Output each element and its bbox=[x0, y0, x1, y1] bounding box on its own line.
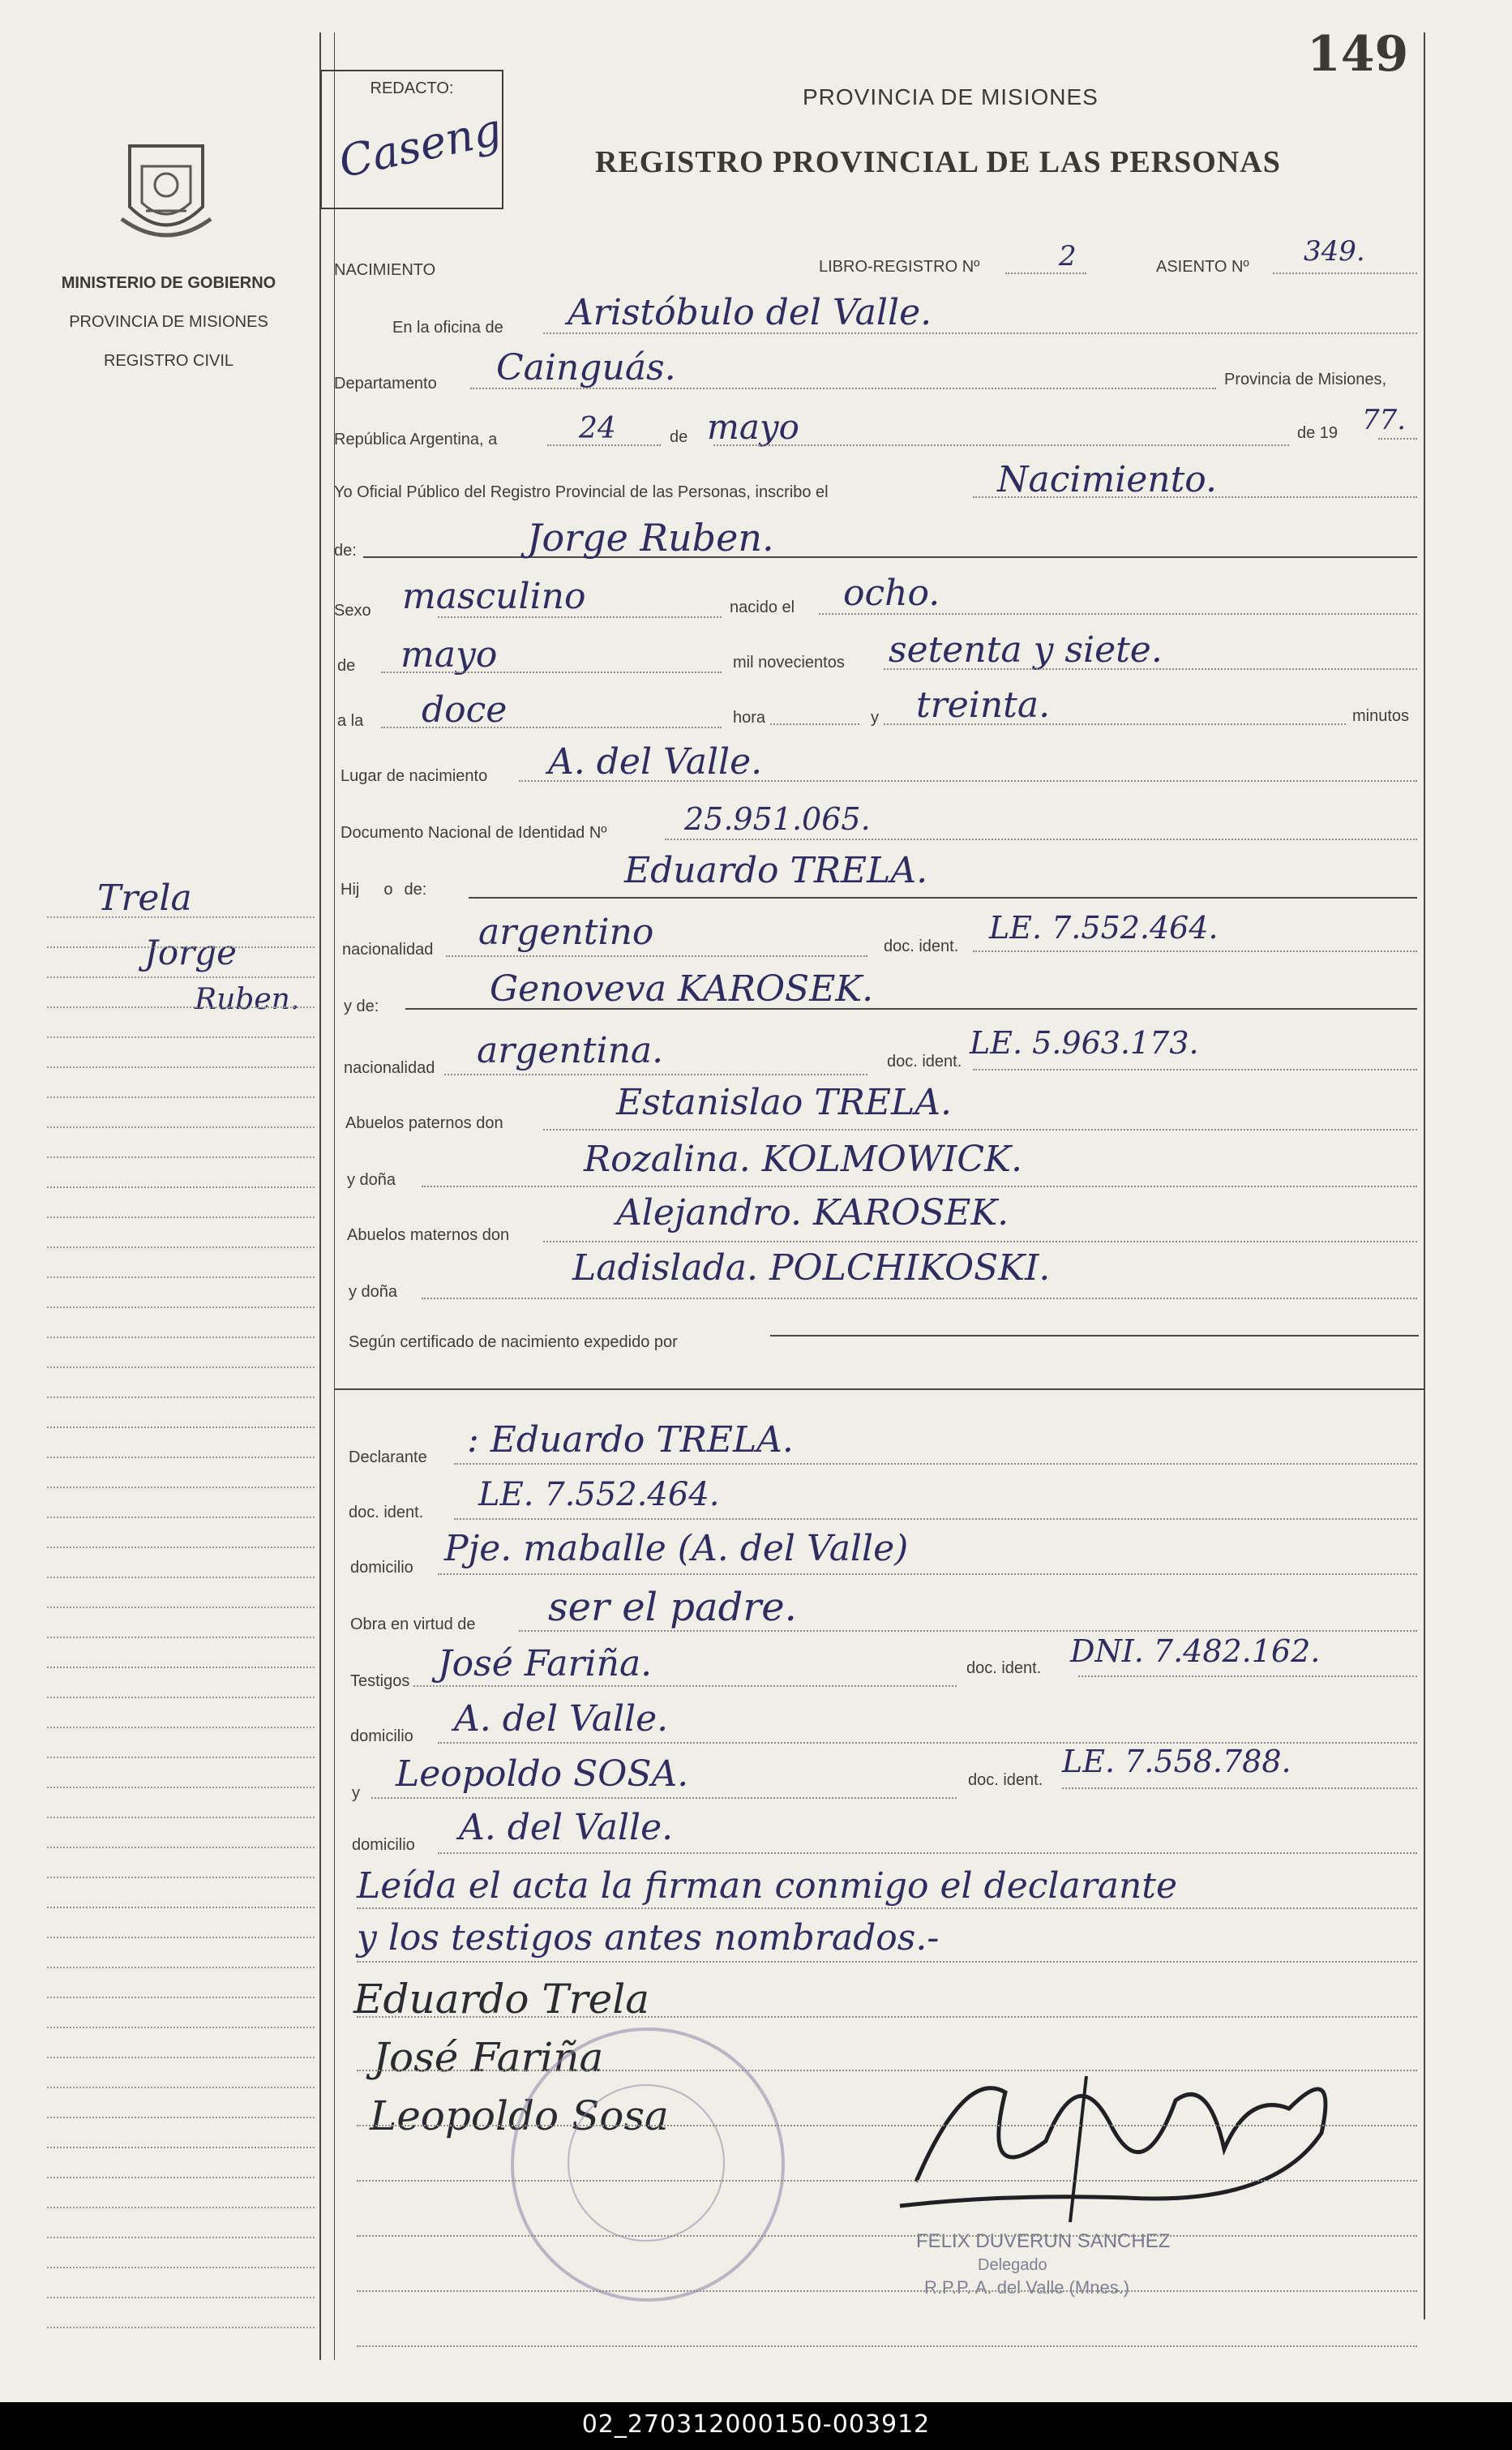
field-dotted-line bbox=[973, 1069, 1417, 1071]
margin-rule bbox=[47, 2117, 315, 2118]
label-de-mes-nac: de bbox=[337, 657, 356, 675]
field-dotted-line bbox=[413, 1685, 957, 1687]
value-doc-padre: LE. 7.552.464. bbox=[989, 910, 1219, 946]
value-domicilio-testigo2: A. del Valle. bbox=[459, 1807, 674, 1848]
closing-line-1: Leída el acta la firman conmigo el declarante bbox=[357, 1865, 1178, 1907]
margin-rule bbox=[47, 2027, 315, 2028]
field-dotted-line bbox=[446, 955, 867, 957]
value-declarante: : Eduardo TRELA. bbox=[467, 1419, 794, 1461]
margin-rule bbox=[47, 1096, 315, 1098]
label-doc-madre: doc. ident. bbox=[887, 1053, 962, 1071]
margin-rule bbox=[47, 1667, 315, 1668]
label-y-testigo2: y bbox=[352, 1784, 360, 1802]
field-dotted-line bbox=[438, 616, 722, 618]
label-abuelos-paternos: Abuelos paternos don bbox=[345, 1114, 503, 1132]
field-dotted-line bbox=[357, 1907, 1417, 1909]
label-oficina: En la oficina de bbox=[392, 319, 503, 337]
page-number: 149 bbox=[1307, 26, 1409, 83]
field-dotted-line bbox=[1078, 1676, 1417, 1677]
field-dotted-line bbox=[422, 1298, 1417, 1299]
value-doc-madre: LE. 5.963.173. bbox=[970, 1025, 1199, 1061]
field-dotted-line bbox=[884, 668, 1417, 670]
margin-rule bbox=[47, 2267, 315, 2268]
value-doc-testigo1: DNI. 7.482.162. bbox=[1070, 1633, 1321, 1669]
label-republica: República Argentina, a bbox=[334, 431, 498, 448]
label-testigos: Testigos bbox=[350, 1672, 410, 1690]
margin-rule bbox=[47, 1276, 315, 1278]
label-departamento: Departamento bbox=[334, 375, 437, 393]
margin-rule bbox=[47, 1216, 315, 1218]
margin-rule bbox=[47, 1877, 315, 1878]
field-dotted-line bbox=[973, 950, 1417, 952]
field-dotted-line bbox=[438, 1742, 1417, 1744]
closing-line-2: y los testigos antes nombrados.- bbox=[357, 1917, 940, 1959]
label-nacimiento: NACIMIENTO bbox=[334, 261, 436, 279]
margin-rule bbox=[47, 2297, 315, 2298]
margin-rule bbox=[47, 1517, 315, 1518]
label-hora: hora bbox=[733, 709, 766, 727]
label-dni: Documento Nacional de Identidad Nº bbox=[341, 824, 607, 842]
official-seal-inner bbox=[568, 2084, 725, 2242]
rule-section-break bbox=[334, 1388, 1424, 1390]
label-abuelos-maternos: Abuelos maternos don bbox=[347, 1226, 510, 1244]
value-domicilio-declarante: Pje. maballe (A. del Valle) bbox=[444, 1528, 909, 1569]
rule-nombre bbox=[363, 556, 1417, 558]
label-anio: de 19 bbox=[1297, 424, 1339, 442]
label-oficial: Yo Oficial Público del Registro Provincial de las Personas, inscribo el bbox=[334, 483, 829, 501]
margin-rule bbox=[47, 1817, 315, 1818]
value-nombre: Jorge Ruben. bbox=[527, 516, 774, 560]
value-testigo1: José Fariña. bbox=[438, 1643, 653, 1684]
margin-rule bbox=[47, 1307, 315, 1308]
field-dotted-line bbox=[1062, 1787, 1417, 1789]
margin-note-surname: Trela bbox=[97, 877, 192, 919]
value-hora: doce bbox=[422, 689, 508, 731]
value-libro: 2 bbox=[1059, 240, 1077, 272]
margin-rule bbox=[47, 1066, 315, 1068]
official-office: R.P.P. A. del Valle (Mnes.) bbox=[924, 2277, 1130, 2298]
field-dotted-line bbox=[973, 496, 1417, 498]
value-inscribo: Nacimiento. bbox=[997, 459, 1218, 500]
field-dotted-line bbox=[357, 2345, 1417, 2347]
value-madre: Genoveva KAROSEK. bbox=[490, 968, 874, 1010]
margin-rule bbox=[47, 1937, 315, 1938]
margin-rule bbox=[47, 1427, 315, 1428]
margin-rule bbox=[47, 1577, 315, 1578]
field-dotted-line bbox=[357, 1961, 1417, 1963]
value-abuela-materna: Ladislada. POLCHIKOSKI. bbox=[572, 1247, 1051, 1289]
margin-rule bbox=[47, 1547, 315, 1548]
label-asiento: ASIENTO Nº bbox=[1156, 258, 1249, 276]
margin-note-name1: Jorge bbox=[144, 933, 237, 972]
value-abuelo-materno: Alejandro. KAROSEK. bbox=[616, 1192, 1009, 1234]
field-dotted-line bbox=[519, 1630, 1417, 1632]
label-domicilio-testigo1: domicilio bbox=[350, 1727, 413, 1745]
ministry-line-1: MINISTERIO DE GOBIERNO bbox=[61, 274, 276, 292]
margin-rule bbox=[47, 1997, 315, 1998]
value-lugar: A. del Valle. bbox=[548, 741, 763, 783]
official-role: Delegado bbox=[978, 2256, 1047, 2274]
redacto-label: REDACTO: bbox=[370, 79, 454, 97]
margin-rule bbox=[47, 1246, 315, 1248]
redacto-box bbox=[320, 70, 506, 209]
value-docident-declarante: LE. 7.552.464. bbox=[478, 1476, 720, 1513]
frame-left-line bbox=[319, 32, 321, 2360]
margin-rule bbox=[47, 1036, 315, 1038]
field-dotted-line bbox=[770, 723, 859, 725]
label-de-mes: de bbox=[670, 428, 688, 446]
margin-note-name2: Ruben. bbox=[195, 983, 300, 1016]
value-anio: 77. bbox=[1362, 404, 1407, 436]
field-dotted-line bbox=[438, 1573, 1417, 1575]
margin-rule bbox=[47, 1907, 315, 1908]
value-mes-nac: mayo bbox=[400, 634, 498, 676]
label-yde: y de: bbox=[344, 998, 379, 1015]
signature-declarante: Eduardo Trela bbox=[353, 1976, 650, 2023]
value-nacido: ocho. bbox=[843, 573, 940, 614]
frame-right-line bbox=[1424, 32, 1425, 2319]
province-heading: PROVINCIA DE MISIONES bbox=[803, 84, 1099, 109]
value-asiento: 349. bbox=[1304, 235, 1365, 268]
field-dotted-line bbox=[357, 2290, 1417, 2292]
ministry-line-3: REGISTRO CIVIL bbox=[103, 352, 234, 370]
margin-rule bbox=[47, 2327, 315, 2328]
value-nacionalidad-madre: argentina. bbox=[477, 1030, 664, 1071]
margin-rule bbox=[47, 946, 315, 948]
field-dotted-line bbox=[454, 1463, 1417, 1465]
margin-rule bbox=[47, 2237, 315, 2238]
value-oficina: Aristóbulo del Valle. bbox=[568, 292, 932, 333]
margin-rule bbox=[47, 1967, 315, 1968]
margin-rule bbox=[47, 2207, 315, 2208]
label-domicilio-testigo2: domicilio bbox=[352, 1836, 415, 1854]
label-declarante: Declarante bbox=[349, 1448, 427, 1466]
label-sexo: Sexo bbox=[334, 602, 371, 620]
field-dotted-line bbox=[884, 723, 1346, 725]
field-dotted-line bbox=[543, 1129, 1417, 1131]
label-nacionalidad-padre: nacionalidad bbox=[342, 941, 434, 959]
field-dotted-line bbox=[422, 1186, 1417, 1187]
label-doc-padre: doc. ident. bbox=[884, 938, 959, 955]
field-dotted-line bbox=[381, 727, 722, 728]
field-dotted-line bbox=[438, 1852, 1417, 1854]
field-dotted-line bbox=[547, 444, 661, 446]
value-anio-nac: setenta y siete. bbox=[889, 629, 1163, 671]
field-dotted-line bbox=[470, 388, 1216, 389]
ministry-emblem bbox=[114, 130, 219, 251]
label-minutos: minutos bbox=[1352, 707, 1410, 725]
official-name: FELIX DUVERUN SANCHEZ bbox=[916, 2230, 1171, 2252]
label-lugar: Lugar de nacimiento bbox=[341, 767, 488, 785]
margin-rule bbox=[47, 1607, 315, 1608]
value-testigo2: Leopoldo SOSA. bbox=[396, 1753, 689, 1795]
label-doc-testigo1: doc. ident. bbox=[966, 1659, 1042, 1677]
margin-rule bbox=[47, 1367, 315, 1368]
register-title: REGISTRO PROVINCIAL DE LAS PERSONAS bbox=[595, 145, 1281, 179]
value-mes: mayo bbox=[707, 407, 799, 447]
margin-rule bbox=[47, 1126, 315, 1128]
label-ala: a la bbox=[337, 712, 364, 730]
label-hijo: Hij o de: bbox=[341, 881, 427, 899]
margin-rule bbox=[47, 1637, 315, 1638]
value-dni: 25.951.065. bbox=[684, 801, 871, 837]
value-abuela-paterna: Rozalina. KOLMOWICK. bbox=[584, 1139, 1022, 1180]
margin-rule bbox=[47, 916, 315, 918]
field-dotted-line bbox=[713, 444, 1289, 446]
field-dotted-line bbox=[357, 2016, 1417, 2018]
rule-certificado bbox=[770, 1335, 1419, 1337]
label-doc-testigo2: doc. ident. bbox=[968, 1771, 1043, 1789]
field-dotted-line bbox=[665, 839, 1417, 840]
rule-padre bbox=[469, 897, 1417, 899]
margin-rule bbox=[47, 1757, 315, 1758]
ministry-line-2: PROVINCIA DE MISIONES bbox=[69, 313, 268, 331]
margin-rule bbox=[47, 1847, 315, 1848]
label-obra: Obra en virtud de bbox=[350, 1615, 476, 1633]
label-mil: mil novecientos bbox=[733, 654, 845, 671]
margin-rule bbox=[47, 1006, 315, 1008]
field-dotted-line bbox=[543, 333, 1417, 334]
margin-rule bbox=[47, 1156, 315, 1158]
label-libro: LIBRO-REGISTRO Nº bbox=[819, 258, 980, 276]
label-certificado: Según certificado de nacimiento expedido por bbox=[349, 1333, 678, 1351]
label-de-nombre: de: bbox=[334, 542, 357, 560]
label-ydona-materna: y doña bbox=[349, 1283, 398, 1301]
official-signature bbox=[884, 2044, 1354, 2238]
value-sexo: masculino bbox=[402, 576, 586, 617]
field-dotted-line bbox=[444, 1074, 867, 1075]
label-y: y bbox=[871, 709, 879, 727]
field-dotted-line bbox=[357, 2235, 1417, 2237]
margin-rule bbox=[47, 976, 315, 978]
value-abuelo-paterno: Estanislao TRELA. bbox=[616, 1082, 952, 1123]
margin-rule bbox=[47, 1186, 315, 1188]
redacto-signature: Caseng bbox=[334, 103, 506, 188]
field-dotted-line bbox=[543, 1241, 1417, 1242]
value-obra: ser el padre. bbox=[548, 1585, 797, 1630]
value-padre: Eduardo TRELA. bbox=[624, 850, 928, 891]
signature-testigo2: Leopoldo Sosa bbox=[370, 2092, 669, 2139]
value-domicilio-testigo1: A. del Valle. bbox=[454, 1698, 669, 1740]
margin-rule bbox=[47, 1727, 315, 1728]
signature-testigo1: José Fariña bbox=[373, 2034, 604, 2081]
margin-rule bbox=[47, 1487, 315, 1488]
field-dotted-line bbox=[357, 2070, 1417, 2071]
value-nacionalidad-padre: argentino bbox=[478, 912, 654, 953]
label-nacionalidad-madre: nacionalidad bbox=[344, 1059, 435, 1077]
label-provincia: Provincia de Misiones, bbox=[1224, 371, 1387, 388]
margin-rule bbox=[47, 1457, 315, 1458]
field-dotted-line bbox=[357, 2180, 1417, 2182]
margin-rule bbox=[47, 2087, 315, 2088]
value-minutos: treinta. bbox=[916, 684, 1051, 726]
margin-rule bbox=[47, 2057, 315, 2058]
label-ydona-paterna: y doña bbox=[347, 1171, 396, 1189]
label-nacido: nacido el bbox=[730, 599, 795, 616]
field-dotted-line bbox=[819, 613, 1417, 615]
value-doc-testigo2: LE. 7.558.788. bbox=[1062, 1744, 1291, 1779]
field-dotted-line bbox=[1378, 438, 1417, 440]
field-dotted-line bbox=[371, 1797, 957, 1799]
margin-rule bbox=[47, 1337, 315, 1338]
label-domicilio-declarante: domicilio bbox=[350, 1559, 413, 1577]
margin-rule bbox=[47, 1787, 315, 1788]
value-departamento: Cainguás. bbox=[496, 347, 676, 388]
label-docident-declarante: doc. ident. bbox=[349, 1504, 424, 1521]
footer-reference: 02_270312000150-003912 bbox=[581, 2410, 931, 2439]
field-dotted-line bbox=[1005, 272, 1086, 274]
field-dotted-line bbox=[519, 780, 1417, 782]
margin-rule bbox=[47, 2147, 315, 2148]
field-dotted-line bbox=[357, 2125, 1417, 2126]
margin-rule bbox=[47, 2177, 315, 2178]
margin-rule bbox=[47, 1697, 315, 1698]
field-dotted-line bbox=[1273, 272, 1417, 274]
field-dotted-line bbox=[454, 1518, 1417, 1520]
field-dotted-line bbox=[381, 671, 722, 673]
value-dia: 24 bbox=[579, 412, 616, 445]
margin-rule bbox=[47, 1397, 315, 1398]
